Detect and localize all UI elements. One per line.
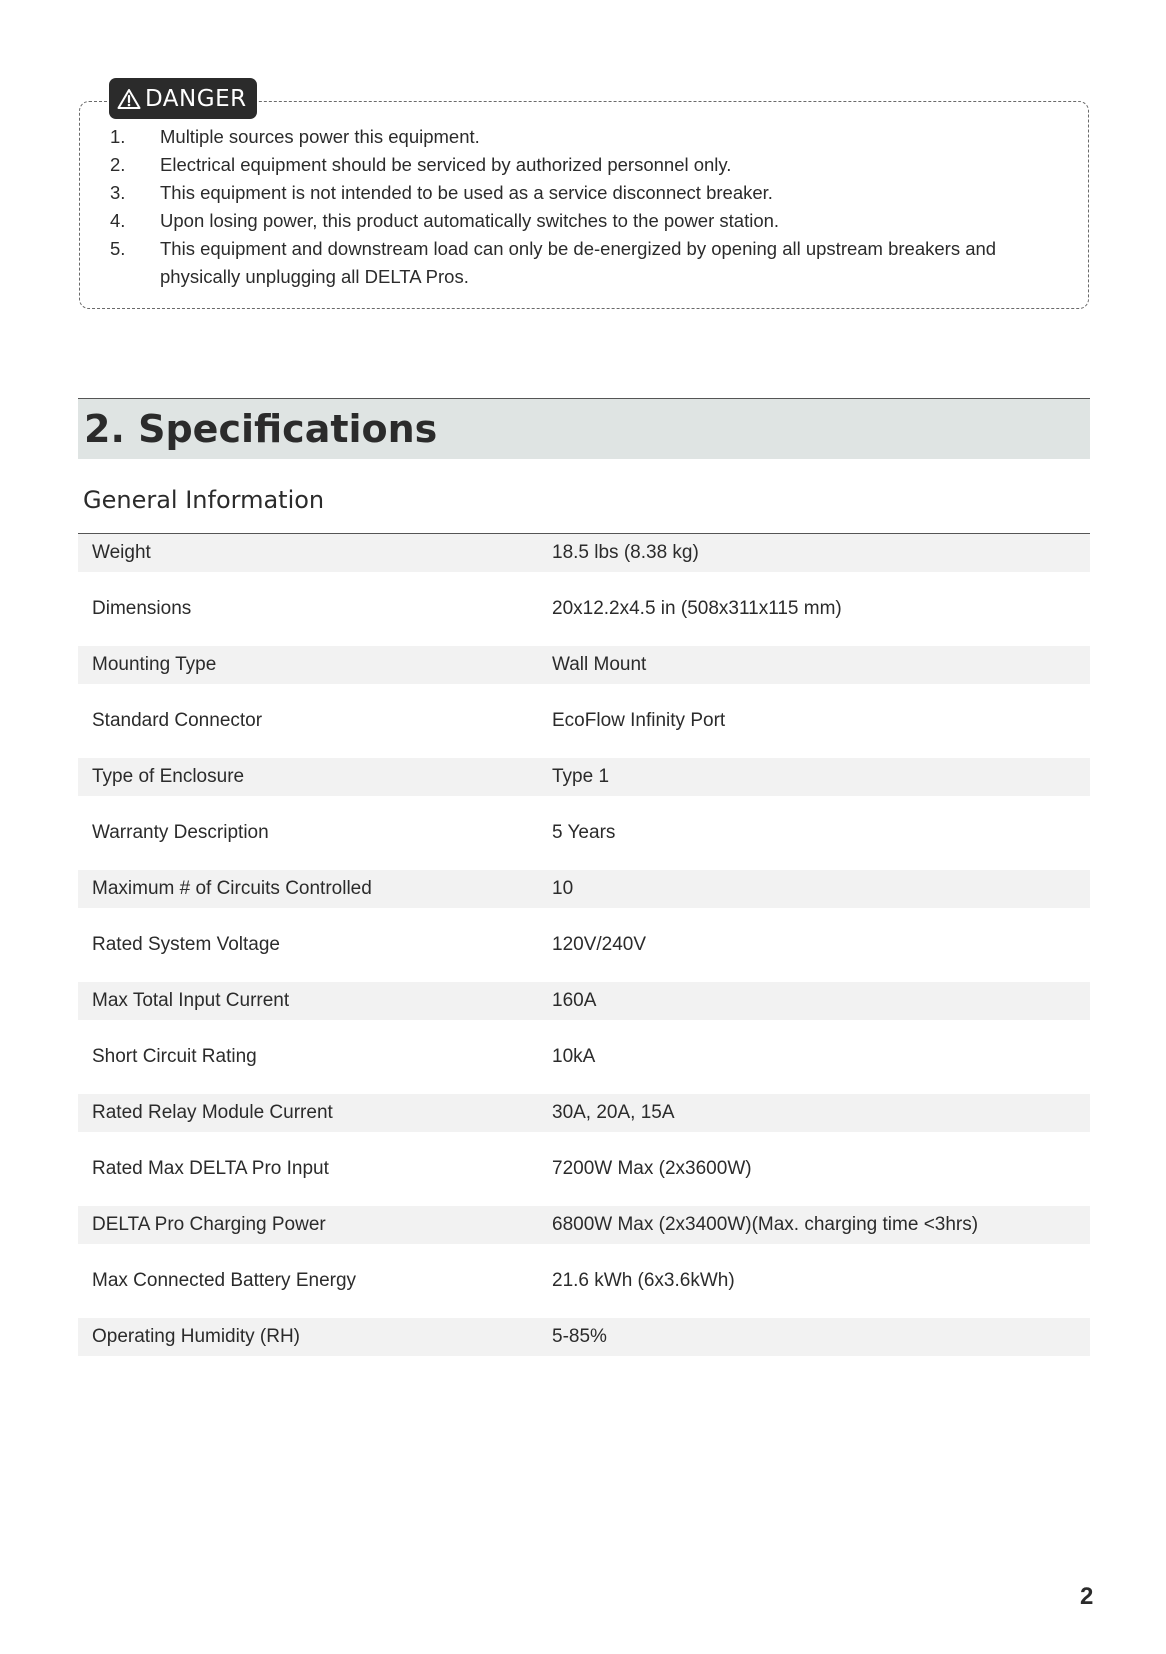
- danger-list: [110, 123, 1070, 291]
- danger-item: [110, 235, 1070, 291]
- danger-item-number: 1.: [110, 126, 126, 147]
- spec-row: [78, 758, 1090, 796]
- spec-value: 5-85%: [552, 1326, 607, 1347]
- danger-item: [110, 179, 1070, 207]
- spec-label: Dimensions: [92, 598, 192, 619]
- spec-value: 21.6 kWh (6x3.6kWh): [552, 1270, 735, 1291]
- danger-item-text: Upon losing power, this product automatically switches to the power station.: [160, 210, 780, 231]
- spec-row: [78, 1094, 1090, 1132]
- danger-badge: [109, 78, 257, 119]
- spec-row: [78, 1262, 1090, 1300]
- warning-icon: [117, 88, 141, 110]
- spec-label: Rated System Voltage: [92, 934, 280, 955]
- danger-item-number: 3.: [110, 182, 126, 203]
- spec-value: 10: [552, 878, 574, 899]
- spec-table: [78, 533, 1090, 1374]
- danger-item-number: 4.: [110, 210, 126, 231]
- spec-row: [78, 1038, 1090, 1076]
- danger-item-number: 5.: [110, 238, 126, 259]
- spec-label: Standard Connector: [92, 710, 263, 731]
- spec-value: Type 1: [552, 766, 610, 787]
- spec-value: 30A, 20A, 15A: [552, 1102, 675, 1123]
- spec-row: [78, 926, 1090, 964]
- spec-label: Max Connected Battery Energy: [92, 1270, 357, 1291]
- subsection-title: General Information: [83, 486, 325, 514]
- spec-value: 120V/240V: [552, 934, 647, 955]
- spec-row: [78, 1150, 1090, 1188]
- page-number: 2: [1080, 1583, 1094, 1610]
- spec-value: 10kA: [552, 1046, 596, 1067]
- spec-value: 160A: [552, 990, 597, 1011]
- spec-row: [78, 870, 1090, 908]
- section-header: [78, 398, 1090, 459]
- danger-item-text: Electrical equipment should be serviced by authorized personnel only.: [160, 154, 732, 175]
- spec-row: [78, 982, 1090, 1020]
- spec-label: Operating Humidity (RH): [92, 1326, 300, 1347]
- spec-label: Warranty Description: [92, 822, 269, 843]
- spec-value: 6800W Max (2x3400W)(Max. charging time <3hrs): [552, 1214, 979, 1235]
- danger-item: [110, 207, 1070, 235]
- danger-item: [110, 151, 1070, 179]
- spec-label: DELTA Pro Charging Power: [92, 1214, 326, 1235]
- section-title: 2. Specifications: [84, 407, 438, 451]
- spec-row: [78, 1206, 1090, 1244]
- spec-row: [78, 702, 1090, 740]
- spec-label: Rated Max DELTA Pro Input: [92, 1158, 329, 1179]
- spec-label: Weight: [92, 542, 151, 563]
- spec-value: Wall Mount: [552, 654, 647, 675]
- spec-value: 20x12.2x4.5 in (508x311x115 mm): [552, 598, 842, 619]
- danger-label: DANGER: [145, 85, 247, 112]
- spec-row: [78, 1318, 1090, 1356]
- danger-item: [110, 123, 1070, 151]
- spec-row: [78, 534, 1090, 572]
- spec-label: Max Total Input Current: [92, 990, 290, 1011]
- danger-item-text: Multiple sources power this equipment.: [160, 126, 480, 147]
- spec-label: Maximum # of Circuits Controlled: [92, 878, 372, 899]
- spec-value: 5 Years: [552, 822, 616, 843]
- danger-item-text: This equipment and downstream load can only be de-energized by opening all upstream breakers and physically unplugging all DELTA Pros.: [160, 238, 997, 287]
- spec-row: [78, 590, 1090, 628]
- spec-row: [78, 646, 1090, 684]
- spec-value: 7200W Max (2x3600W): [552, 1158, 752, 1179]
- spec-label: Short Circuit Rating: [92, 1046, 257, 1067]
- danger-item-text: This equipment is not intended to be used as a service disconnect breaker.: [160, 182, 773, 203]
- spec-label: Mounting Type: [92, 654, 217, 675]
- danger-item-number: 2.: [110, 154, 126, 175]
- spec-row: [78, 814, 1090, 852]
- spec-label: Type of Enclosure: [92, 766, 245, 787]
- spec-value: 18.5 lbs (8.38 kg): [552, 542, 699, 563]
- spec-label: Rated Relay Module Current: [92, 1102, 333, 1123]
- spec-value: EcoFlow Infinity Port: [552, 710, 726, 731]
